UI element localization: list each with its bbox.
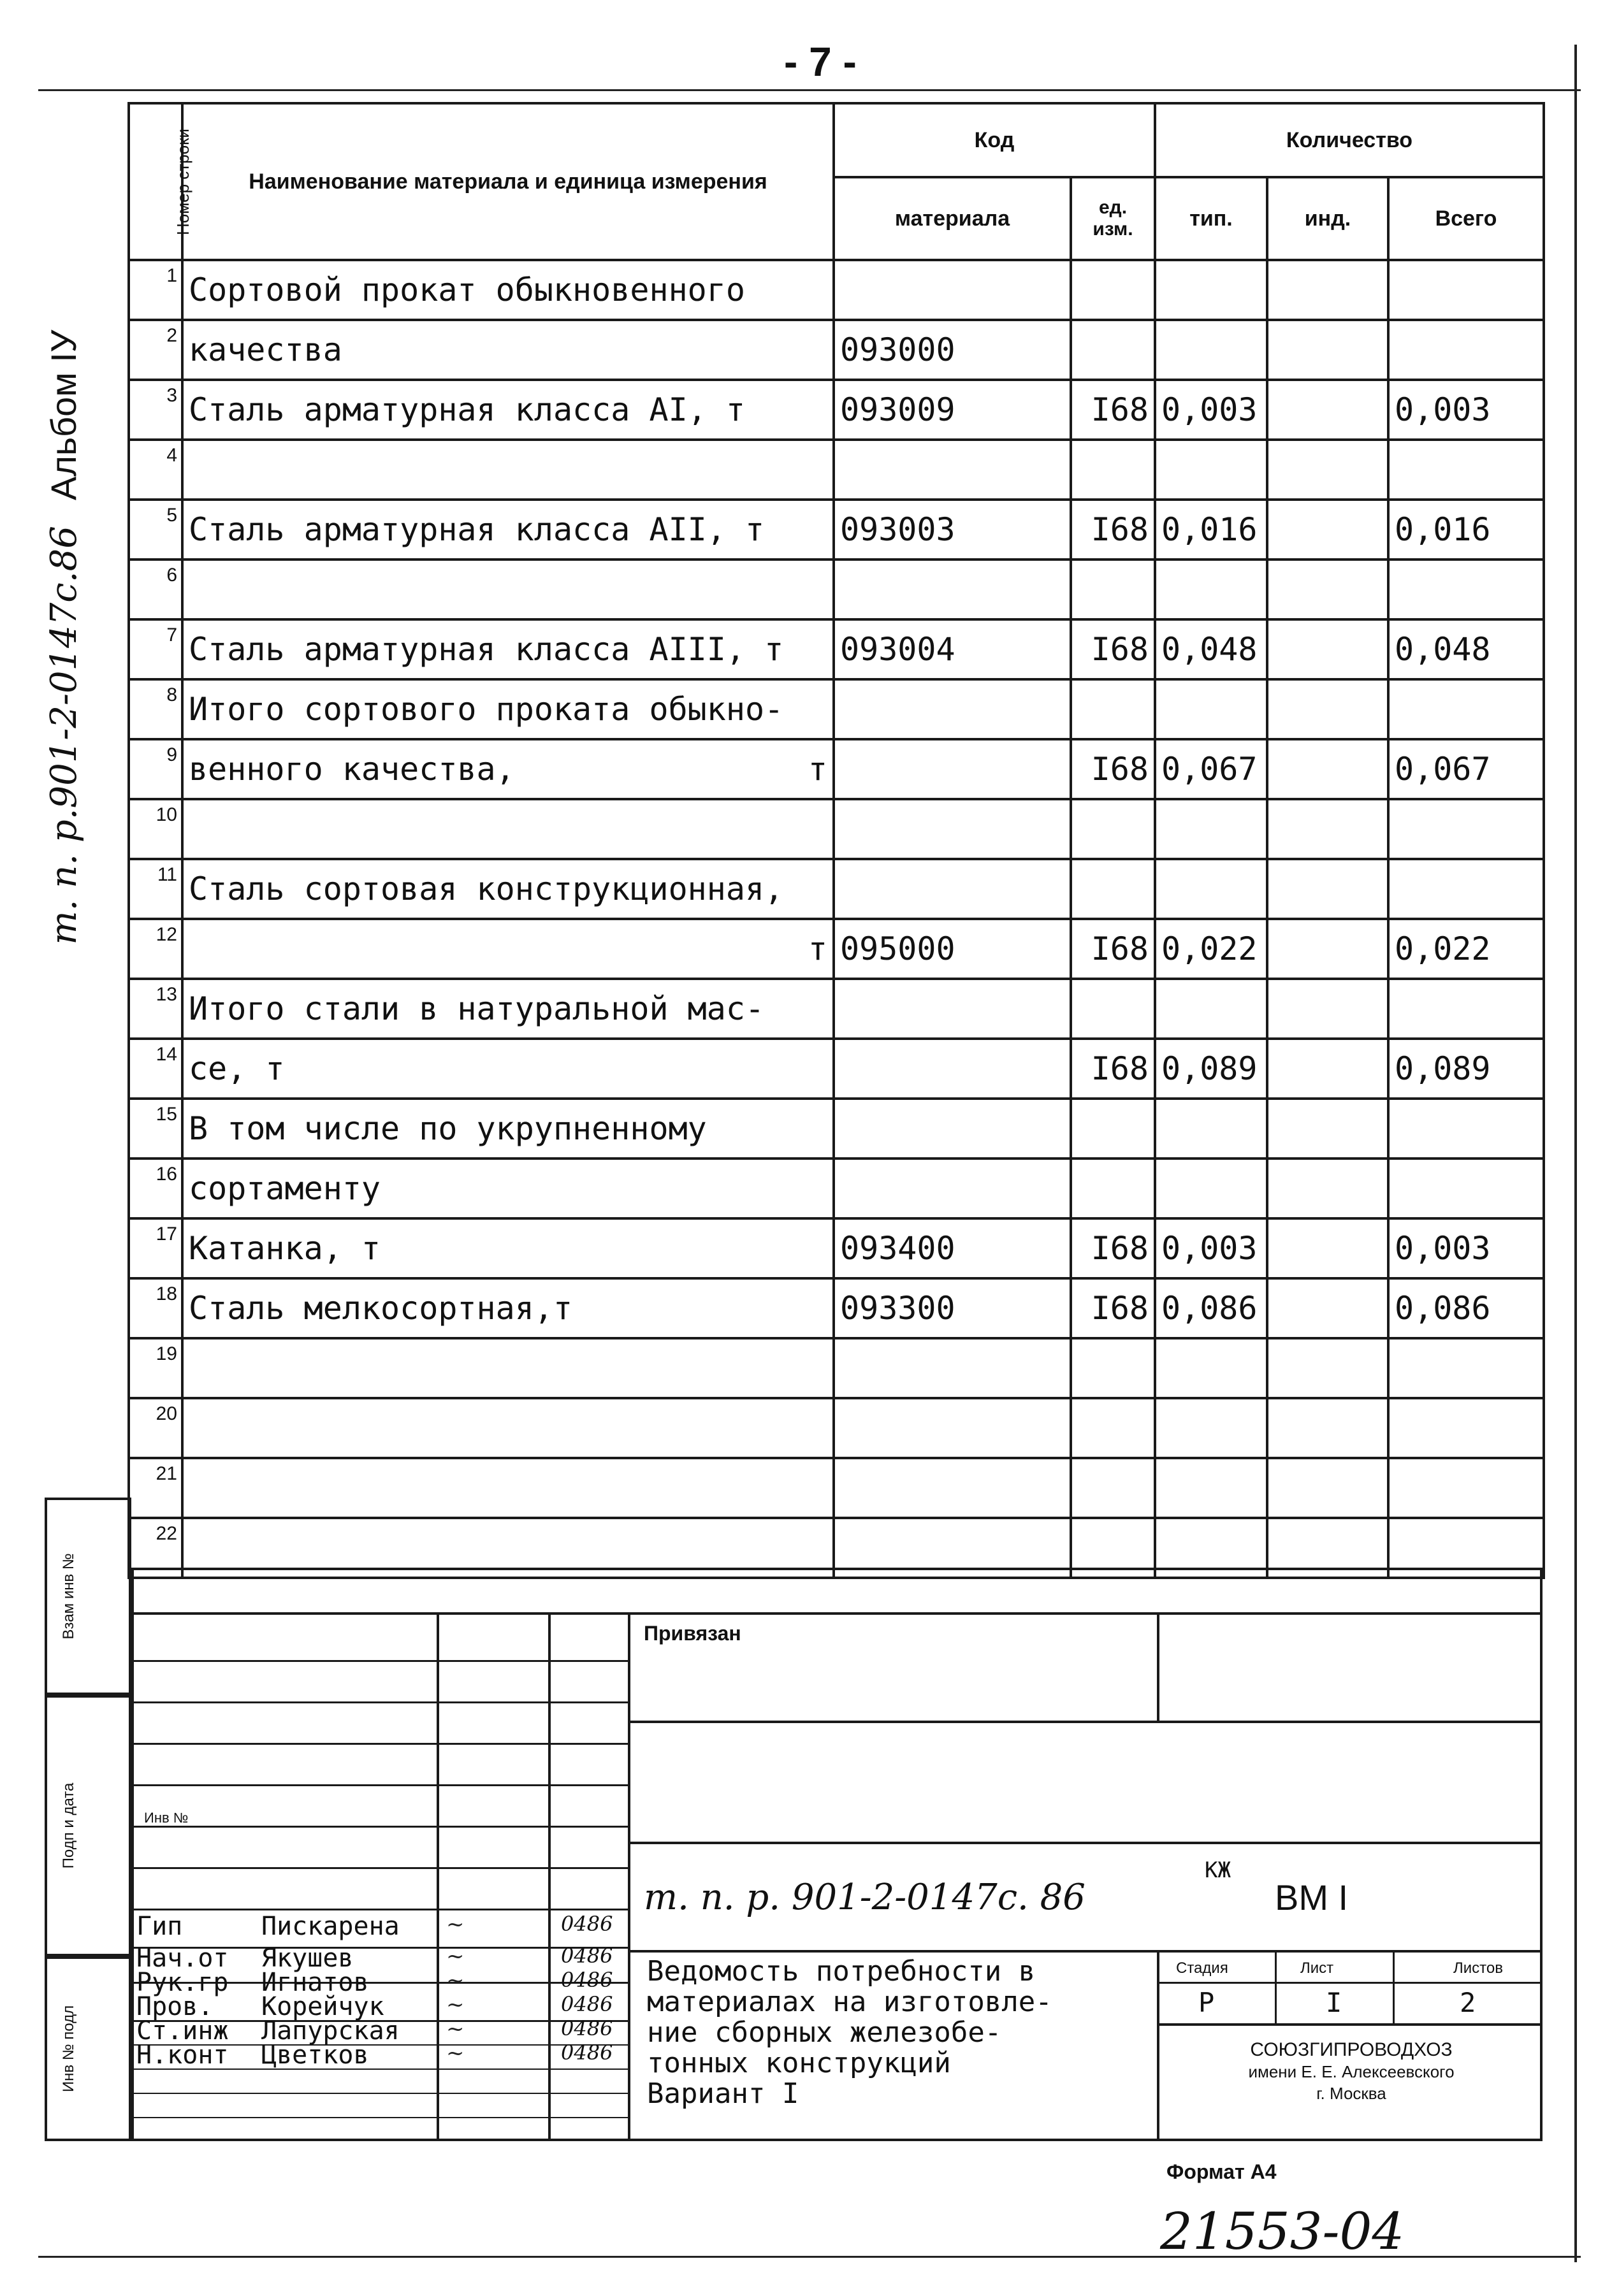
row-typ: 0,048 (1155, 619, 1267, 679)
row-typ (1155, 320, 1267, 380)
page-number: - 7 - (784, 39, 857, 85)
row-name-text: венного качества, (189, 751, 515, 788)
row-ind (1267, 1398, 1388, 1458)
table-row (129, 739, 1544, 799)
row-typ (1155, 859, 1267, 919)
row-material-code: 093300 (834, 1278, 1071, 1338)
bottom-code: 21553-04 (1160, 2202, 1405, 2261)
row-typ: 0,067 (1155, 739, 1267, 799)
row-material-code: 095000 (834, 919, 1071, 979)
doc-code: т. п. р. 901-2-0147с. 86 (644, 1877, 1085, 1918)
row-name (182, 1218, 834, 1278)
row-name (182, 260, 834, 320)
table-row (129, 1278, 1544, 1338)
table-row (129, 1338, 1544, 1398)
row-unit-code (1071, 260, 1155, 320)
row-name-text: сортаменту (189, 1170, 381, 1207)
row-ind (1267, 679, 1388, 739)
row-material-code (834, 1039, 1071, 1099)
header-name: Наименование материала и единица измерения (182, 103, 834, 260)
row-unit-code (1071, 1458, 1155, 1518)
row-typ: 0,086 (1155, 1278, 1267, 1338)
row-unit-code (1071, 1159, 1155, 1218)
row-name (182, 1458, 834, 1518)
row-number: 13 (129, 979, 182, 1039)
row-name-text: Сталь мелкосортная,т (189, 1290, 573, 1327)
row-material-code (834, 739, 1071, 799)
table-row (129, 1218, 1544, 1278)
row-unit-code (1071, 1398, 1155, 1458)
row-number: 8 (129, 679, 182, 739)
row-name (182, 1338, 834, 1398)
row-ind (1267, 919, 1388, 979)
table-row (129, 979, 1544, 1039)
table-row (129, 679, 1544, 739)
row-material-code (834, 799, 1071, 859)
stamp-vzam (45, 1498, 131, 1695)
row-number: 6 (129, 560, 182, 619)
stamp-inv-label: Инв № подл (60, 2005, 77, 2093)
header-unit: ед. изм. (1071, 177, 1155, 260)
row-ind (1267, 1218, 1388, 1278)
row-total: 0,048 (1388, 619, 1544, 679)
row-name-text: Итого стали в натуральной мас- (189, 990, 765, 1027)
row-name-text: Сортовой прокат обыкновенного (189, 271, 745, 308)
row-ind (1267, 1278, 1388, 1338)
row-ind (1267, 560, 1388, 619)
row-material-code: 093009 (834, 380, 1071, 440)
row-material-code (834, 1099, 1071, 1159)
row-typ (1155, 1398, 1267, 1458)
row-material-code: 093003 (834, 500, 1071, 560)
row-unit-code (1071, 979, 1155, 1039)
row-ind (1267, 619, 1388, 679)
table-row (129, 919, 1544, 979)
row-total: 0,022 (1388, 919, 1544, 979)
row-total (1388, 1458, 1544, 1518)
row-name-text: се, т (189, 1050, 285, 1087)
row-number: 1 (129, 260, 182, 320)
row-number: 11 (129, 859, 182, 919)
row-ind (1267, 1458, 1388, 1518)
row-name (182, 380, 834, 440)
row-name-text: В том числе по укрупненному (189, 1110, 707, 1147)
staff-role: Гип (136, 1912, 183, 1941)
staff-signature: ~ (446, 1992, 465, 2018)
row-total: 0,067 (1388, 739, 1544, 799)
stamp-podp (45, 1695, 131, 1956)
row-name-text: Катанка, т (189, 1230, 381, 1267)
header-quantity-group: Количество (1155, 103, 1544, 177)
row-typ (1155, 1099, 1267, 1159)
row-total (1388, 320, 1544, 380)
staff-name: Якушев (261, 1944, 354, 1973)
row-ind (1267, 799, 1388, 859)
format-label: Формат А4 (1166, 2160, 1277, 2183)
row-unit-code: I68 (1071, 1218, 1155, 1278)
mark-small: КЖ (1205, 1858, 1231, 1883)
row-unit-code: I68 (1071, 500, 1155, 560)
row-total (1388, 799, 1544, 859)
row-typ (1155, 260, 1267, 320)
table-row (129, 859, 1544, 919)
table-row (129, 440, 1544, 500)
row-unit-code: I68 (1071, 380, 1155, 440)
row-name-text: Сталь арматурная класса АI, т (189, 391, 745, 428)
row-name-unit: т (808, 751, 827, 788)
table-row (129, 1458, 1544, 1518)
row-name (182, 1278, 834, 1338)
staff-signature: ~ (446, 2040, 465, 2066)
staff-role: Н.конт (136, 2040, 229, 2070)
materials-table (127, 102, 1545, 1579)
row-name-text: Сталь арматурная класса АII, т (189, 511, 765, 548)
table-row (129, 1159, 1544, 1218)
staff-signature: ~ (446, 2016, 465, 2042)
row-total (1388, 560, 1544, 619)
row-material-code (834, 1159, 1071, 1218)
stage-value: Р (1198, 1987, 1215, 2018)
row-total (1388, 1159, 1544, 1218)
row-number: 10 (129, 799, 182, 859)
row-name-text: Сталь арматурная класса АIII, т (189, 631, 784, 668)
stamp-inv (45, 1956, 131, 2141)
row-name (182, 859, 834, 919)
side-stamp-album: Альбом IУ (43, 329, 83, 501)
row-typ (1155, 1458, 1267, 1518)
row-number: 19 (129, 1338, 182, 1398)
side-stamp-code: т. п. р.901-2-0147с.86 (43, 526, 85, 945)
row-ind (1267, 440, 1388, 500)
row-typ: 0,089 (1155, 1039, 1267, 1099)
row-total: 0,089 (1388, 1039, 1544, 1099)
row-name (182, 679, 834, 739)
inv-no-label: Инв № (144, 1810, 189, 1826)
row-name (182, 799, 834, 859)
row-total (1388, 1398, 1544, 1458)
row-number: 14 (129, 1039, 182, 1099)
header-total: Всего (1388, 177, 1544, 260)
row-typ (1155, 979, 1267, 1039)
row-total (1388, 260, 1544, 320)
staff-role: Пров. (136, 1992, 214, 2021)
row-total: 0,016 (1388, 500, 1544, 560)
row-total (1388, 979, 1544, 1039)
sheets-label: Листов (1453, 1960, 1503, 1977)
row-total (1388, 1338, 1544, 1398)
row-ind (1267, 1039, 1388, 1099)
row-ind (1267, 1338, 1388, 1398)
row-unit-code (1071, 799, 1155, 859)
row-ind (1267, 320, 1388, 380)
table-row (129, 260, 1544, 320)
row-number: 5 (129, 500, 182, 560)
row-typ (1155, 1338, 1267, 1398)
top-rule (38, 89, 1581, 91)
row-ind (1267, 859, 1388, 919)
row-number: 2 (129, 320, 182, 380)
row-number: 3 (129, 380, 182, 440)
row-number: 16 (129, 1159, 182, 1218)
row-number: 12 (129, 919, 182, 979)
row-typ (1155, 799, 1267, 859)
row-name (182, 739, 834, 799)
row-unit-code (1071, 320, 1155, 380)
row-total: 0,003 (1388, 1218, 1544, 1278)
table-row (129, 799, 1544, 859)
sheet-label: Лист (1300, 1960, 1334, 1977)
row-ind (1267, 979, 1388, 1039)
row-unit-code (1071, 1338, 1155, 1398)
row-material-code (834, 979, 1071, 1039)
staff-role: Рук.гр (136, 1968, 229, 1997)
table-row (129, 1398, 1544, 1458)
document-title: Ведомость потребности в материалах на изготовле- ние сборных железобе- тонных конструкций Вариант I (647, 1955, 1052, 2110)
row-name (182, 919, 834, 979)
row-unit-code (1071, 440, 1155, 500)
staff-date: 0486 (561, 1992, 613, 2016)
row-name-unit: т (808, 930, 827, 967)
table-row (129, 1099, 1544, 1159)
stamp-podp-label: Подп и дата (60, 1782, 77, 1869)
header-ind: инд. (1267, 177, 1388, 260)
row-number: 17 (129, 1218, 182, 1278)
row-typ (1155, 560, 1267, 619)
row-number: 9 (129, 739, 182, 799)
staff-name: Корейчук (261, 1992, 384, 2021)
row-typ (1155, 679, 1267, 739)
row-name (182, 440, 834, 500)
stage-label: Стадия (1176, 1960, 1228, 1977)
row-material-code (834, 1458, 1071, 1518)
row-material-code (834, 260, 1071, 320)
row-unit-code (1071, 560, 1155, 619)
row-typ: 0,003 (1155, 380, 1267, 440)
staff-name: Пискарена (261, 1912, 400, 1941)
row-number: 22 (129, 1518, 182, 1578)
row-typ: 0,003 (1155, 1218, 1267, 1278)
staff-name: Игнатов (261, 1968, 369, 1997)
row-material-code: 093400 (834, 1218, 1071, 1278)
staff-signature: ~ (446, 1912, 465, 1937)
row-typ (1155, 440, 1267, 500)
row-material-code (834, 440, 1071, 500)
table-row (129, 1039, 1544, 1099)
row-unit-code (1071, 679, 1155, 739)
row-number: 20 (129, 1398, 182, 1458)
header-typ: тип. (1155, 177, 1267, 260)
row-number: 15 (129, 1099, 182, 1159)
header-code-group: Код (834, 103, 1155, 177)
header-row-number: Номер строки (129, 103, 182, 260)
row-typ (1155, 1159, 1267, 1218)
row-ind (1267, 260, 1388, 320)
row-name (182, 560, 834, 619)
row-number: 4 (129, 440, 182, 500)
row-ind (1267, 1099, 1388, 1159)
row-ind (1267, 500, 1388, 560)
row-number: 21 (129, 1458, 182, 1518)
row-total (1388, 859, 1544, 919)
row-number: 18 (129, 1278, 182, 1338)
row-number: 7 (129, 619, 182, 679)
row-unit-code: I68 (1071, 919, 1155, 979)
row-material-code (834, 1338, 1071, 1398)
privyazan-label: Привязан (644, 1622, 741, 1645)
row-material-code: 093004 (834, 619, 1071, 679)
row-ind (1267, 380, 1388, 440)
row-material-code: 093000 (834, 320, 1071, 380)
row-material-code (834, 560, 1071, 619)
row-unit-code (1071, 1099, 1155, 1159)
staff-role: Ст.инж (136, 2016, 229, 2046)
row-unit-code: I68 (1071, 619, 1155, 679)
table-row (129, 560, 1544, 619)
sheets-value: 2 (1460, 1987, 1476, 2018)
organization: СОЮЗГИПРОВОДХОЗ имени Е. Е. Алексеевского г. Москва (1248, 2039, 1455, 2103)
staff-date: 0486 (561, 2040, 613, 2065)
table-row (129, 619, 1544, 679)
row-typ: 0,022 (1155, 919, 1267, 979)
staff-signature: ~ (446, 1968, 465, 1993)
row-material-code (834, 859, 1071, 919)
mark: ВМ I (1275, 1877, 1349, 1917)
row-name (182, 500, 834, 560)
row-ind (1267, 739, 1388, 799)
row-unit-code (1071, 859, 1155, 919)
row-ind (1267, 1159, 1388, 1218)
row-material-code (834, 679, 1071, 739)
row-name (182, 1039, 834, 1099)
row-unit-code: I68 (1071, 1278, 1155, 1338)
row-name-text: Итого сортового проката обыкно- (189, 691, 784, 728)
row-material-code (834, 1398, 1071, 1458)
sheet-value: I (1326, 1987, 1342, 2018)
staff-date: 0486 (561, 2016, 613, 2040)
row-name-text: Сталь сортовая конструкционная, (189, 870, 784, 907)
row-typ: 0,016 (1155, 500, 1267, 560)
row-name (182, 1099, 834, 1159)
row-total (1388, 440, 1544, 500)
stamp-vzam-label: Взам инв № (60, 1553, 77, 1640)
header-material: материала (834, 177, 1071, 260)
table-row (129, 320, 1544, 380)
side-stamp-text (43, 330, 85, 945)
row-unit-code: I68 (1071, 1039, 1155, 1099)
row-total (1388, 679, 1544, 739)
staff-signature: ~ (446, 1944, 465, 1969)
staff-date: 0486 (561, 1912, 613, 1936)
row-name (182, 1159, 834, 1218)
staff-role: Нач.от (136, 1944, 229, 1973)
row-name-text: качества (189, 331, 342, 368)
row-name (182, 320, 834, 380)
row-total (1388, 1099, 1544, 1159)
row-name (182, 979, 834, 1039)
row-unit-code: I68 (1071, 739, 1155, 799)
staff-date: 0486 (561, 1944, 613, 1968)
staff-date: 0486 (561, 1968, 613, 1992)
row-total: 0,086 (1388, 1278, 1544, 1338)
row-total: 0,003 (1388, 380, 1544, 440)
row-name (182, 1398, 834, 1458)
row-name (182, 619, 834, 679)
staff-name: Цветков (261, 2040, 369, 2070)
table-row (129, 500, 1544, 560)
staff-name: Лапурская (261, 2016, 400, 2046)
table-row (129, 380, 1544, 440)
